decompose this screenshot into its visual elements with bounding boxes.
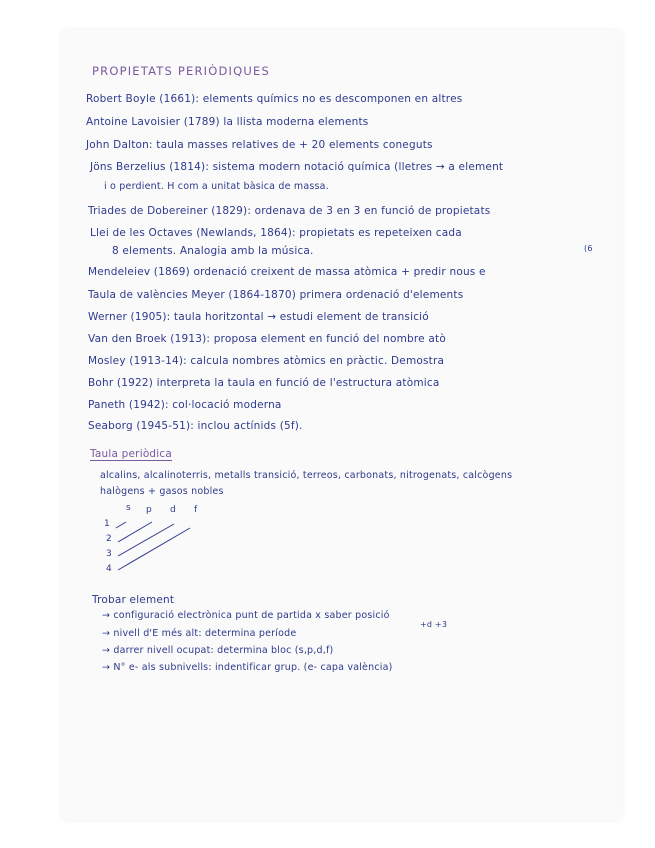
- note-line-bohr: Bohr (1922) interpreta la taula en funció de l'estructura atòmica: [88, 377, 440, 389]
- row-label-2: 2: [106, 534, 112, 544]
- orbital-label-d: d: [170, 505, 176, 515]
- diagonal-arrow-4: [118, 528, 190, 570]
- trobar-heading: Trobar element: [92, 594, 175, 606]
- trobar-item-3: → darrer nivell ocupat: determina bloc (s,p,d,f): [102, 645, 334, 656]
- note-line-moseley: Mosley (1913-14): calcula nombres atòmics en pràctic. Demostra: [88, 355, 445, 367]
- margin-note: (6: [584, 244, 593, 253]
- note-line-newlands-1: Llei de les Octaves (Newlands, 1864): propietats es repeteixen cada: [90, 227, 462, 239]
- trobar-item-4: → N° e- als subnivells: indentificar grup. (e- capa valència): [102, 662, 393, 673]
- note-line-berzelius-1: Jöns Berzelius (1814): sistema modern notació química (lletres → a element: [90, 161, 504, 173]
- diagonal-arrow-1: [116, 522, 126, 528]
- note-line-mendeleiev: Mendeleiev (1869) ordenació creixent de massa atòmica + predir nous e: [88, 266, 486, 278]
- note-line-dobereiner: Triades de Dobereiner (1829): ordenava de 3 en 3 en funció de propietats: [88, 205, 491, 217]
- note-line-berzelius-2: i o perdient. H com a unitat bàsica de massa.: [104, 181, 329, 192]
- note-line-paneth: Paneth (1942): col·locació moderna: [88, 399, 282, 411]
- orbital-label-s: s: [126, 503, 131, 513]
- orbital-label-f: f: [194, 505, 198, 515]
- note-line-seaborg: Seaborg (1945-51): inclou actínids (5f).: [88, 420, 303, 432]
- trobar-item-1: → configuració electrònica punt de partida x saber posició: [102, 610, 390, 621]
- row-label-4: 4: [106, 564, 112, 574]
- table-section-heading: Taula periòdica: [90, 448, 173, 460]
- note-line-van-den-broek: Van den Broek (1913): proposa element en funció del nombre atò: [88, 333, 446, 345]
- trobar-item-2: → nivell d'E més alt: determina període: [102, 628, 297, 639]
- note-line-werner: Werner (1905): taula horitzontal → estudi element de transició: [88, 311, 429, 323]
- trobar-exponent-note: +d +3: [420, 620, 448, 629]
- row-label-3: 3: [106, 549, 112, 559]
- note-line-newlands-2: 8 elements. Analogia amb la música.: [112, 245, 314, 257]
- page-title: PROPIETATS PERIÒDIQUES: [92, 64, 270, 78]
- table-section-line-2: halògens + gasos nobles: [100, 486, 224, 497]
- note-line-lavoisier: Antoine Lavoisier (1789) la llista moderna elements: [86, 116, 369, 128]
- diagonal-arrow-3: [118, 524, 174, 556]
- row-label-1: 1: [104, 519, 110, 529]
- orbital-filling-diagram: [100, 500, 220, 580]
- note-line-meyer: Taula de valències Meyer (1864-1870) primera ordenació d'elements: [88, 289, 464, 301]
- orbital-label-p: p: [146, 505, 152, 515]
- table-section-line-1: alcalins, alcalinoterris, metalls transició, terreos, carbonats, nitrogenats, calcògens: [100, 470, 513, 481]
- note-line-boyle: Robert Boyle (1661): elements químics no es descomponen en altres: [86, 93, 463, 105]
- note-line-dalton: John Dalton: taula masses relatives de + 20 elements coneguts: [86, 139, 433, 151]
